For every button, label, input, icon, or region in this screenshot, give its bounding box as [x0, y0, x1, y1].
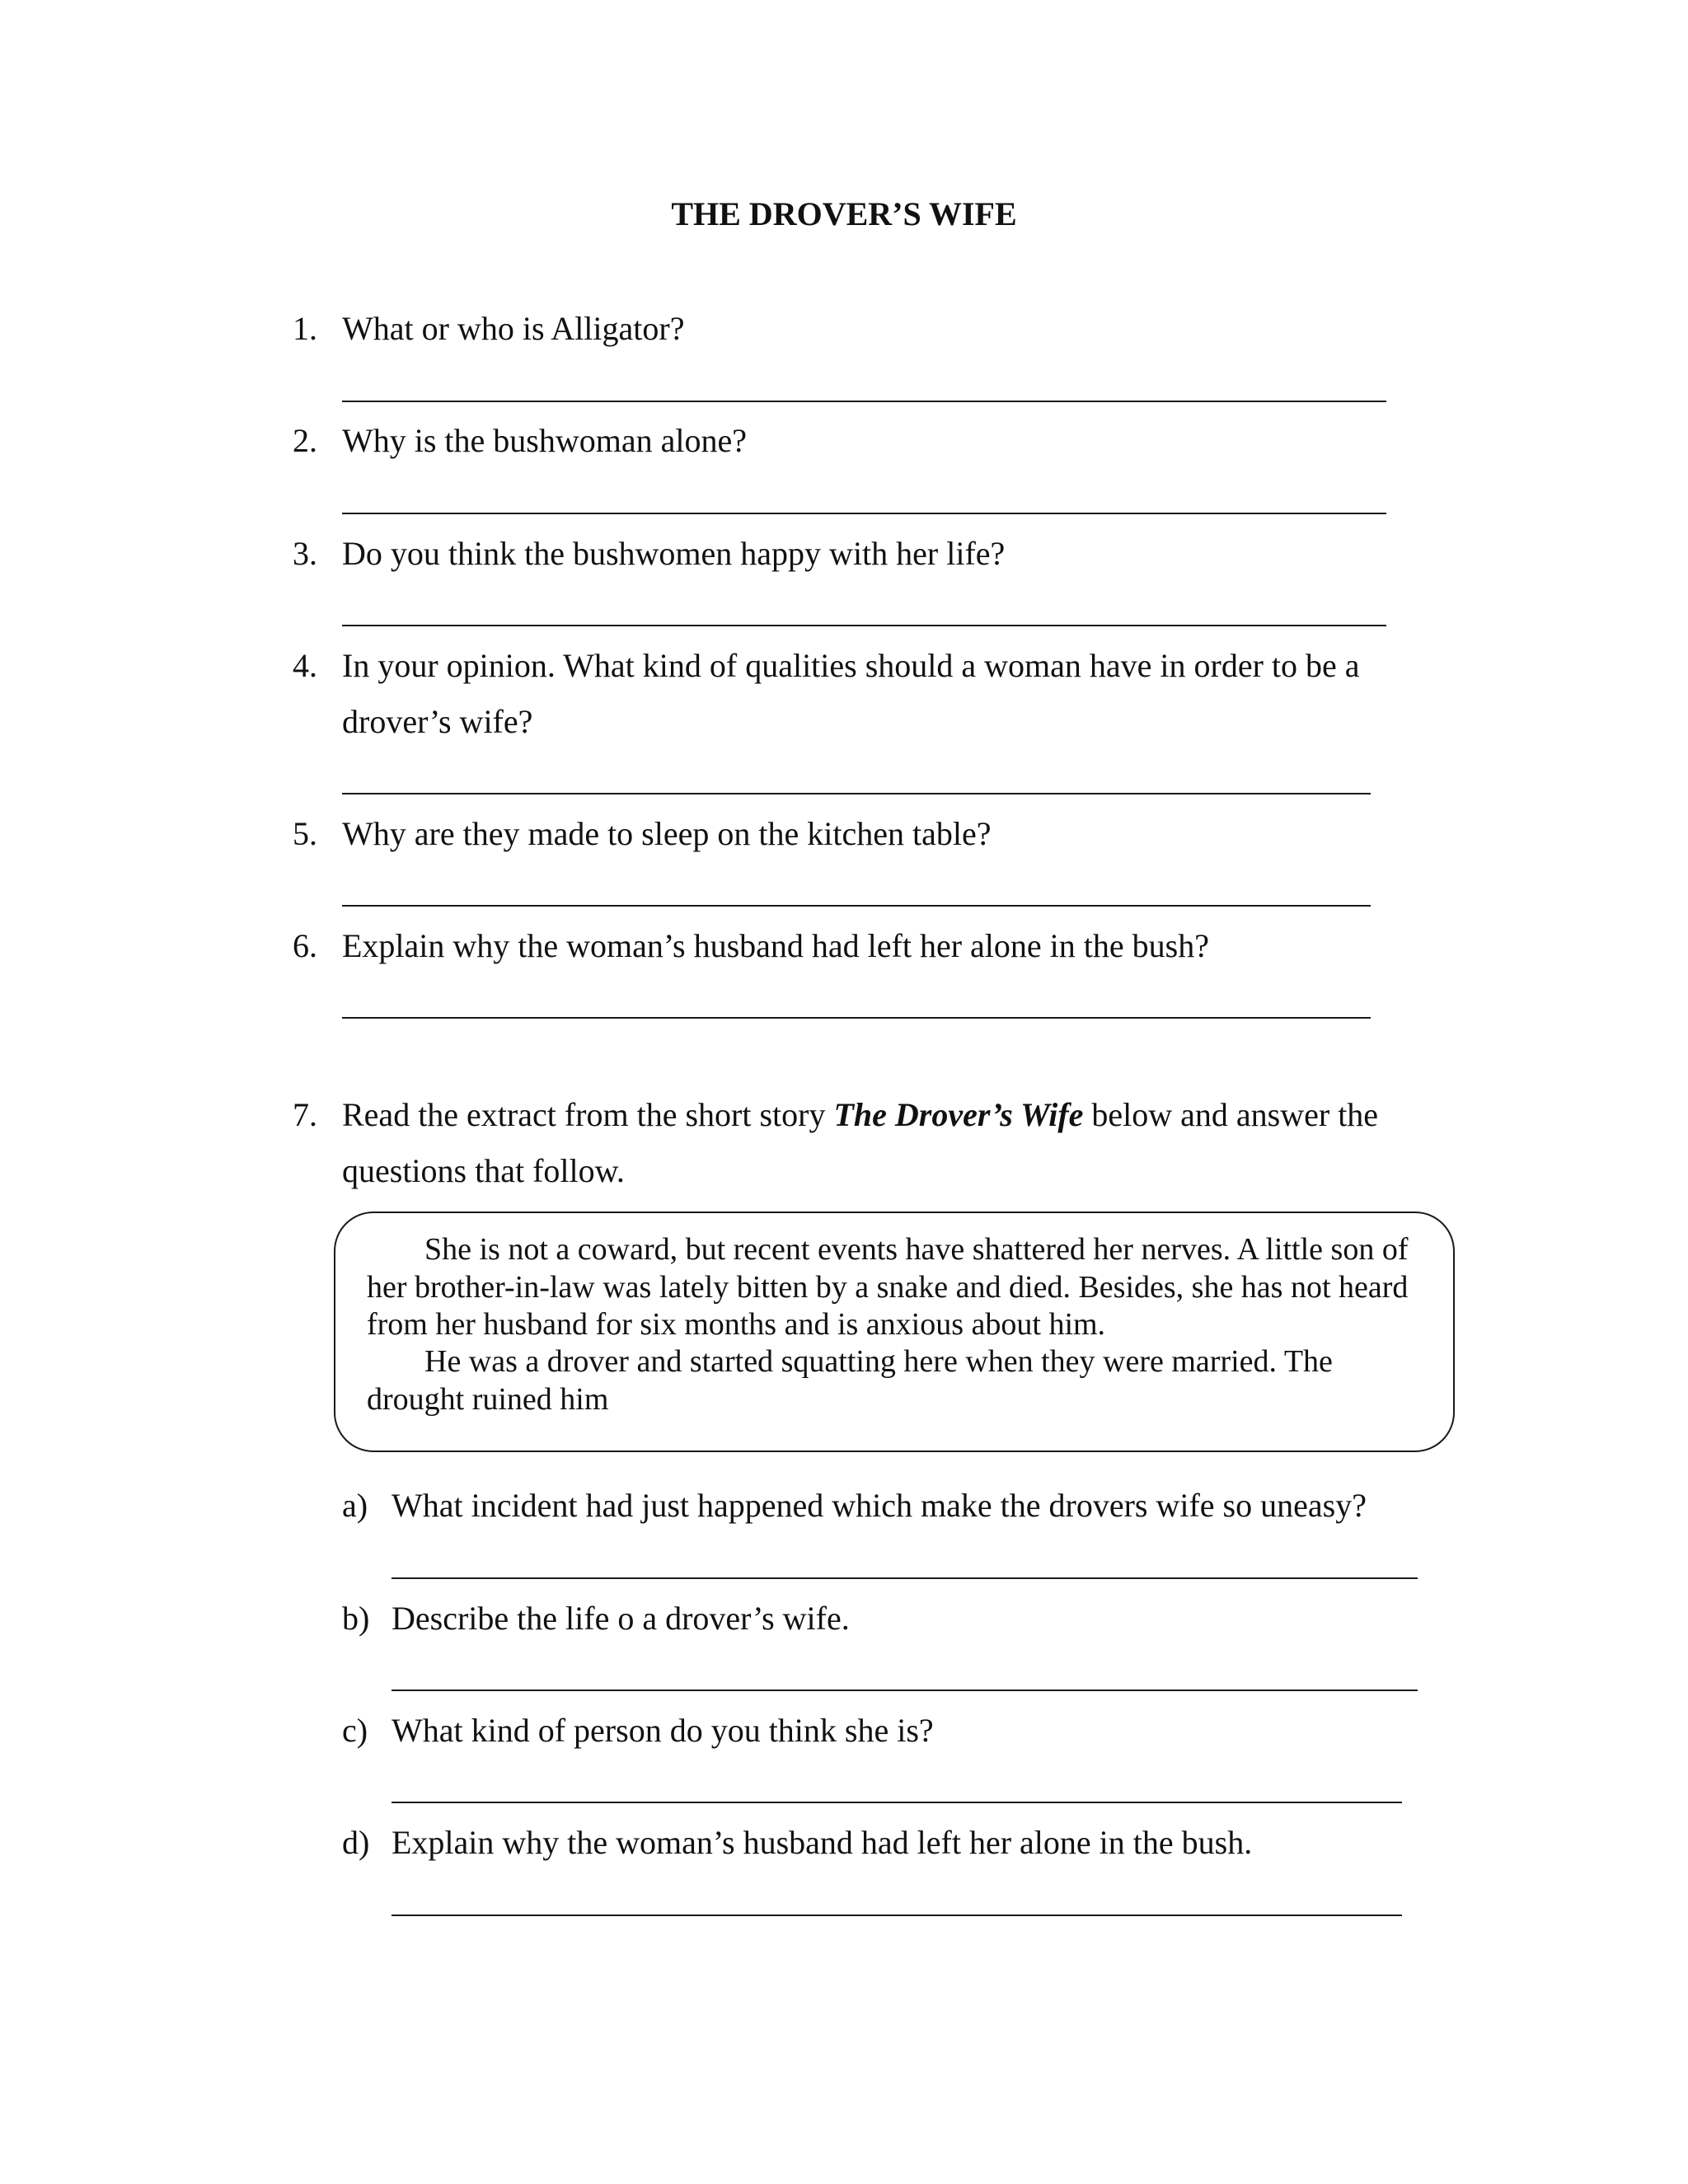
answer-line[interactable] [342, 1017, 1371, 1019]
question-number: 5. [293, 815, 317, 852]
subquestion-text: What kind of person do you think she is? [392, 1712, 934, 1749]
answer-line[interactable] [392, 1690, 1418, 1691]
answer-line[interactable] [392, 1915, 1402, 1916]
question-7-text-line1 [342, 1086, 1378, 1144]
question-text: Explain why the woman’s husband had left her alone in the bush? [342, 927, 1209, 964]
answer-line[interactable] [342, 401, 1386, 402]
question-text: Do you think the bushwomen happy with her life? [342, 535, 1006, 572]
question-number: 2. [293, 422, 317, 459]
subquestion-letter: d) [342, 1824, 370, 1861]
answer-line[interactable] [342, 513, 1386, 514]
subquestion-text: Describe the life o a drover’s wife. [392, 1600, 850, 1637]
question-number: 6. [293, 927, 317, 964]
question-number: 7. [293, 1096, 317, 1133]
subquestion-text: What incident had just happened which make the drovers wife so uneasy? [392, 1487, 1367, 1524]
answer-line[interactable] [342, 793, 1371, 794]
subquestion-letter: b) [342, 1600, 370, 1637]
answer-line[interactable] [342, 625, 1386, 626]
answer-line[interactable] [392, 1577, 1418, 1579]
worksheet-title: THE DROVER’S WIFE [671, 195, 1017, 232]
subquestion-letter: a) [342, 1487, 368, 1524]
question-7-text-after: below and answer the [1083, 1096, 1379, 1133]
answer-line[interactable] [392, 1802, 1402, 1803]
question-text-line2: drover’s wife? [342, 703, 533, 740]
story-title: The Drover’s Wife [833, 1096, 1084, 1133]
subquestion-letter: c) [342, 1712, 368, 1749]
question-text-line1: In your opinion. What kind of qualities should a woman have in order to be a [342, 647, 1360, 684]
question-text: What or who is Alligator? [342, 310, 685, 347]
question-number: 3. [293, 535, 317, 572]
question-number: 1. [293, 310, 317, 347]
question-7-text-before: Read the extract from the short story [342, 1096, 834, 1133]
answer-line[interactable] [342, 905, 1371, 907]
question-number: 4. [293, 647, 317, 684]
question-text: Why are they made to sleep on the kitchen table? [342, 815, 992, 852]
question-text: Why is the bushwoman alone? [342, 422, 747, 459]
subquestion-text: Explain why the woman’s husband had left her alone in the bush. [392, 1824, 1253, 1861]
extract-paragraph-1: She is not a coward, but recent events have shattered her nerves. A little son of her brother-in-law was lately bitten by a snake and died. Besides, she has not heard from her husband for six months and is anxious about him. [367, 1232, 1409, 1342]
question-7-text-line2: questions that follow. [342, 1152, 625, 1189]
extract-paragraph-2: He was a drover and started squatting here when they were married. The drought ruined him [367, 1344, 1333, 1417]
